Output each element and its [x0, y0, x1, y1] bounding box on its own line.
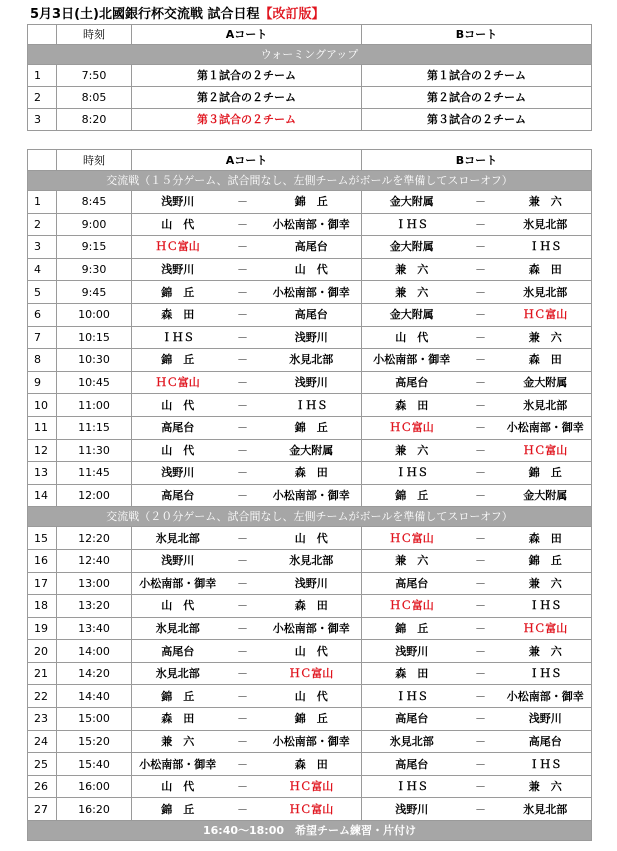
match-number: 7 [28, 326, 57, 349]
match-number: 2 [28, 213, 57, 236]
a-court-team-right: 金大附属 [262, 439, 362, 462]
b-court-dash: － [462, 708, 500, 731]
b-court-team-left: 金大附属 [362, 303, 462, 326]
match-time: 8:45 [57, 191, 132, 214]
title-revision: 【改訂版】 [259, 7, 325, 22]
warmup-row [28, 65, 592, 87]
b-court-team-left: 金大附属 [362, 191, 462, 214]
warmup-rows [28, 65, 592, 131]
match-row [28, 439, 592, 462]
match-number: 14 [28, 484, 57, 507]
a-court-team-left: ＨＣ富山 [132, 371, 224, 394]
match-row [28, 236, 592, 259]
page-title [30, 3, 325, 22]
b-court-team-right: 小松南部・御幸 [500, 685, 592, 708]
a-court-team-left: 山 代 [132, 213, 224, 236]
match-time: 9:30 [57, 258, 132, 281]
a-court-team-right: 山 代 [262, 640, 362, 663]
b-court-team-right: 森 田 [500, 349, 592, 372]
a-court-team-left: 兼 六 [132, 730, 224, 753]
a-court-dash: － [224, 349, 262, 372]
b-court-dash: － [462, 484, 500, 507]
a-court-dash: － [224, 595, 262, 618]
match-row [28, 394, 592, 417]
b-court-dash: － [462, 349, 500, 372]
match-number: 13 [28, 462, 57, 485]
match-time: 14:20 [57, 662, 132, 685]
b-court-dash: － [462, 775, 500, 798]
a-court-team-left: 山 代 [132, 775, 224, 798]
a-court-team-left: 高尾台 [132, 416, 224, 439]
a-court-dash: － [224, 798, 262, 821]
a-court-team-right: 山 代 [262, 685, 362, 708]
a-court-team-right: 山 代 [262, 527, 362, 550]
match-row [28, 798, 592, 821]
match-time: 14:00 [57, 640, 132, 663]
match-row [28, 416, 592, 439]
match-row [28, 484, 592, 507]
a-court-dash: － [224, 617, 262, 640]
match-number: 22 [28, 685, 57, 708]
b-court-team-left: 錦 丘 [362, 484, 462, 507]
match-time: 12:20 [57, 527, 132, 550]
b-court-team-left: 高尾台 [362, 371, 462, 394]
b-court-team-left: 金大附属 [362, 236, 462, 259]
b-court-teams: 第１試合の２チーム [362, 65, 592, 87]
match-time: 15:20 [57, 730, 132, 753]
match-row [28, 730, 592, 753]
match-time: 12:40 [57, 549, 132, 572]
a-court-team-left: 小松南部・御幸 [132, 753, 224, 776]
b-court-team-left: ＩＨＳ [362, 685, 462, 708]
match-row [28, 281, 592, 304]
title-main: 5月3日(土)北國銀行杯交流戦 試合日程 [30, 7, 260, 22]
b-court-team-right: 兼 六 [500, 191, 592, 214]
match-time: 9:15 [57, 236, 132, 259]
row-time: 7:50 [57, 65, 132, 87]
match-time: 15:00 [57, 708, 132, 731]
match-time: 10:15 [57, 326, 132, 349]
match-number: 16 [28, 549, 57, 572]
warmup-table [27, 24, 592, 131]
a-court-team-left: 錦 丘 [132, 685, 224, 708]
b-court-team-left: 浅野川 [362, 640, 462, 663]
row-time: 8:05 [57, 87, 132, 109]
b-court-team-left: ＩＨＳ [362, 213, 462, 236]
match-row [28, 708, 592, 731]
b-court-team-right: 錦 丘 [500, 462, 592, 485]
header-a-court: Aコート [132, 150, 362, 171]
b-court-team-left: 氷見北部 [362, 730, 462, 753]
b-court-team-left: ＩＨＳ [362, 775, 462, 798]
a-court-team-left: 高尾台 [132, 484, 224, 507]
a-court-team-left: 浅野川 [132, 191, 224, 214]
schedule-header-row [28, 150, 592, 171]
a-court-dash: － [224, 527, 262, 550]
b-court-team-left: 森 田 [362, 394, 462, 417]
b-court-team-right: 兼 六 [500, 640, 592, 663]
schedule-rows [28, 150, 592, 841]
a-court-team-right: 森 田 [262, 753, 362, 776]
a-court-dash: － [224, 416, 262, 439]
match-number: 1 [28, 191, 57, 214]
match-number: 8 [28, 349, 57, 372]
b-court-dash: － [462, 595, 500, 618]
schedule-table [27, 149, 592, 841]
a-court-team-right: 森 田 [262, 595, 362, 618]
a-court-team-left: 浅野川 [132, 462, 224, 485]
match-number: 19 [28, 617, 57, 640]
match-time: 16:20 [57, 798, 132, 821]
match-row [28, 326, 592, 349]
match-time: 12:00 [57, 484, 132, 507]
b-court-dash: － [462, 685, 500, 708]
b-court-team-right: 小松南部・御幸 [500, 416, 592, 439]
match-row [28, 572, 592, 595]
b-court-team-left: 兼 六 [362, 549, 462, 572]
b-court-team-right: 氷見北部 [500, 281, 592, 304]
warmup-header-row [28, 25, 592, 45]
b-court-dash: － [462, 213, 500, 236]
b-court-team-right: ＨＣ富山 [500, 617, 592, 640]
a-court-dash: － [224, 213, 262, 236]
a-court-dash: － [224, 326, 262, 349]
a-court-team-left: 山 代 [132, 595, 224, 618]
b-court-dash: － [462, 394, 500, 417]
a-court-dash: － [224, 394, 262, 417]
b-court-team-right: 金大附属 [500, 484, 592, 507]
b-court-team-left: 兼 六 [362, 258, 462, 281]
header-a-court: Aコート [132, 25, 362, 45]
b-court-dash: － [462, 191, 500, 214]
a-court-team-left: 森 田 [132, 708, 224, 731]
header-no [28, 25, 57, 45]
b-court-team-left: 高尾台 [362, 708, 462, 731]
session-band-20min-row [28, 507, 592, 527]
b-court-team-right: 森 田 [500, 258, 592, 281]
b-court-team-left: 高尾台 [362, 572, 462, 595]
b-court-dash: － [462, 640, 500, 663]
match-time: 9:00 [57, 213, 132, 236]
match-time: 16:00 [57, 775, 132, 798]
match-time: 15:40 [57, 753, 132, 776]
a-court-team-right: ＨＣ富山 [262, 775, 362, 798]
match-number: 21 [28, 662, 57, 685]
b-court-team-right: 森 田 [500, 527, 592, 550]
b-court-team-right: 氷見北部 [500, 213, 592, 236]
b-court-team-left: 兼 六 [362, 281, 462, 304]
warmup-row [28, 87, 592, 109]
match-row [28, 775, 592, 798]
a-court-team-left: 森 田 [132, 303, 224, 326]
a-court-team-left: 浅野川 [132, 258, 224, 281]
b-court-dash: － [462, 753, 500, 776]
b-court-team-right: ＩＨＳ [500, 595, 592, 618]
match-row [28, 685, 592, 708]
a-court-dash: － [224, 730, 262, 753]
match-number: 18 [28, 595, 57, 618]
a-court-dash: － [224, 572, 262, 595]
a-court-dash: － [224, 191, 262, 214]
match-number: 27 [28, 798, 57, 821]
a-court-team-right: 氷見北部 [262, 549, 362, 572]
b-court-dash: － [462, 303, 500, 326]
a-court-dash: － [224, 708, 262, 731]
b-court-team-left: ＨＣ富山 [362, 595, 462, 618]
a-court-team-left: ＩＨＳ [132, 326, 224, 349]
match-row [28, 462, 592, 485]
b-court-team-right: ＨＣ富山 [500, 439, 592, 462]
b-court-team-left: ＨＣ富山 [362, 416, 462, 439]
a-court-team-right: 高尾台 [262, 303, 362, 326]
b-court-team-right: ＩＨＳ [500, 662, 592, 685]
a-court-dash: － [224, 775, 262, 798]
a-court-team-right: ＨＣ富山 [262, 798, 362, 821]
match-time: 13:40 [57, 617, 132, 640]
match-time: 11:00 [57, 394, 132, 417]
match-number: 9 [28, 371, 57, 394]
b-court-team-right: 兼 六 [500, 572, 592, 595]
a-court-dash: － [224, 462, 262, 485]
b-court-team-left: 山 代 [362, 326, 462, 349]
b-court-team-left: 高尾台 [362, 753, 462, 776]
match-number: 12 [28, 439, 57, 462]
b-court-team-right: ＩＨＳ [500, 753, 592, 776]
match-row [28, 640, 592, 663]
b-court-team-left: ＨＣ富山 [362, 527, 462, 550]
match-number: 3 [28, 236, 57, 259]
match-time: 10:45 [57, 371, 132, 394]
b-court-team-right: ＩＨＳ [500, 236, 592, 259]
b-court-dash: － [462, 730, 500, 753]
a-court-teams: 第２試合の２チーム [132, 87, 362, 109]
a-court-dash: － [224, 640, 262, 663]
warmup-row [28, 109, 592, 131]
b-court-dash: － [462, 527, 500, 550]
a-court-team-right: 小松南部・御幸 [262, 281, 362, 304]
b-court-dash: － [462, 236, 500, 259]
a-court-dash: － [224, 281, 262, 304]
a-court-team-right: 氷見北部 [262, 349, 362, 372]
a-court-team-left: 山 代 [132, 439, 224, 462]
match-number: 10 [28, 394, 57, 417]
b-court-team-left: 小松南部・御幸 [362, 349, 462, 372]
b-court-team-right: 兼 六 [500, 326, 592, 349]
b-court-dash: － [462, 462, 500, 485]
header-time: 時刻 [57, 25, 132, 45]
match-time: 13:00 [57, 572, 132, 595]
a-court-dash: － [224, 662, 262, 685]
footer-band: 16:40～18:00 希望チーム練習・片付け [28, 821, 592, 841]
match-row [28, 303, 592, 326]
a-court-team-left: ＨＣ富山 [132, 236, 224, 259]
match-row [28, 662, 592, 685]
b-court-team-left: 浅野川 [362, 798, 462, 821]
a-court-teams: 第１試合の２チーム [132, 65, 362, 87]
match-number: 26 [28, 775, 57, 798]
a-court-teams: 第３試合の２チーム [132, 109, 362, 131]
a-court-dash: － [224, 258, 262, 281]
b-court-dash: － [462, 371, 500, 394]
b-court-team-left: 森 田 [362, 662, 462, 685]
a-court-team-right: 小松南部・御幸 [262, 484, 362, 507]
a-court-team-left: 山 代 [132, 394, 224, 417]
a-court-team-right: ＩＨＳ [262, 394, 362, 417]
match-number: 20 [28, 640, 57, 663]
a-court-team-left: 氷見北部 [132, 617, 224, 640]
b-court-dash: － [462, 326, 500, 349]
b-court-team-right: ＨＣ富山 [500, 303, 592, 326]
b-court-dash: － [462, 572, 500, 595]
b-court-team-right: 氷見北部 [500, 394, 592, 417]
a-court-team-left: 錦 丘 [132, 349, 224, 372]
b-court-dash: － [462, 549, 500, 572]
b-court-team-left: ＩＨＳ [362, 462, 462, 485]
match-time: 13:20 [57, 595, 132, 618]
match-number: 4 [28, 258, 57, 281]
a-court-team-right: 森 田 [262, 462, 362, 485]
row-number: 3 [28, 109, 57, 131]
match-row [28, 349, 592, 372]
match-number: 5 [28, 281, 57, 304]
a-court-team-left: 氷見北部 [132, 662, 224, 685]
a-court-team-right: 浅野川 [262, 371, 362, 394]
a-court-team-right: 小松南部・御幸 [262, 213, 362, 236]
match-row [28, 258, 592, 281]
a-court-dash: － [224, 371, 262, 394]
a-court-team-right: 浅野川 [262, 572, 362, 595]
b-court-dash: － [462, 416, 500, 439]
match-row [28, 753, 592, 776]
b-court-team-right: 浅野川 [500, 708, 592, 731]
header-b-court: Bコート [362, 150, 592, 171]
match-time: 9:45 [57, 281, 132, 304]
a-court-team-right: 錦 丘 [262, 191, 362, 214]
match-row [28, 549, 592, 572]
match-row [28, 617, 592, 640]
warmup-band-row [28, 45, 592, 65]
header-no [28, 150, 57, 171]
match-number: 23 [28, 708, 57, 731]
a-court-team-left: 錦 丘 [132, 798, 224, 821]
b-court-dash: － [462, 281, 500, 304]
a-court-team-right: 小松南部・御幸 [262, 617, 362, 640]
b-court-dash: － [462, 798, 500, 821]
a-court-dash: － [224, 484, 262, 507]
a-court-dash: － [224, 236, 262, 259]
b-court-dash: － [462, 439, 500, 462]
b-court-team-left: 錦 丘 [362, 617, 462, 640]
a-court-team-left: 小松南部・御幸 [132, 572, 224, 595]
row-time: 8:20 [57, 109, 132, 131]
b-court-team-right: 錦 丘 [500, 549, 592, 572]
match-number: 25 [28, 753, 57, 776]
match-time: 11:15 [57, 416, 132, 439]
b-court-team-right: 高尾台 [500, 730, 592, 753]
session-band-15min: 交流戦（１５分ゲーム、試合間なし、左側チームがボールを準備してスローオフ） [28, 171, 592, 191]
match-row [28, 527, 592, 550]
a-court-team-left: 浅野川 [132, 549, 224, 572]
match-number: 11 [28, 416, 57, 439]
b-court-team-right: 金大附属 [500, 371, 592, 394]
match-row [28, 371, 592, 394]
b-court-dash: － [462, 662, 500, 685]
b-court-teams: 第３試合の２チーム [362, 109, 592, 131]
a-court-team-right: 高尾台 [262, 236, 362, 259]
footer-band-row [28, 821, 592, 841]
a-court-dash: － [224, 549, 262, 572]
match-time: 11:45 [57, 462, 132, 485]
match-number: 24 [28, 730, 57, 753]
session-band-20min: 交流戦（２０分ゲーム、試合間なし、左側チームがボールを準備してスローオフ） [28, 507, 592, 527]
header-b-court: Bコート [362, 25, 592, 45]
a-court-team-right: 錦 丘 [262, 708, 362, 731]
b-court-team-right: 氷見北部 [500, 798, 592, 821]
match-time: 10:30 [57, 349, 132, 372]
row-number: 2 [28, 87, 57, 109]
a-court-dash: － [224, 303, 262, 326]
a-court-dash: － [224, 685, 262, 708]
a-court-team-left: 錦 丘 [132, 281, 224, 304]
a-court-team-right: 浅野川 [262, 326, 362, 349]
a-court-team-right: 錦 丘 [262, 416, 362, 439]
match-row [28, 213, 592, 236]
warmup-band: ウォーミングアップ [28, 45, 592, 65]
row-number: 1 [28, 65, 57, 87]
a-court-team-left: 氷見北部 [132, 527, 224, 550]
session-band-15min-row [28, 171, 592, 191]
match-number: 17 [28, 572, 57, 595]
b-court-dash: － [462, 617, 500, 640]
a-court-team-left: 高尾台 [132, 640, 224, 663]
b-court-teams: 第２試合の２チーム [362, 87, 592, 109]
a-court-dash: － [224, 439, 262, 462]
match-row [28, 191, 592, 214]
match-time: 10:00 [57, 303, 132, 326]
a-court-team-right: 山 代 [262, 258, 362, 281]
match-number: 6 [28, 303, 57, 326]
header-time: 時刻 [57, 150, 132, 171]
b-court-team-left: 兼 六 [362, 439, 462, 462]
match-number: 15 [28, 527, 57, 550]
match-time: 14:40 [57, 685, 132, 708]
b-court-dash: － [462, 258, 500, 281]
match-row [28, 595, 592, 618]
a-court-team-right: 小松南部・御幸 [262, 730, 362, 753]
b-court-team-right: 兼 六 [500, 775, 592, 798]
a-court-team-right: ＨＣ富山 [262, 662, 362, 685]
a-court-dash: － [224, 753, 262, 776]
match-time: 11:30 [57, 439, 132, 462]
